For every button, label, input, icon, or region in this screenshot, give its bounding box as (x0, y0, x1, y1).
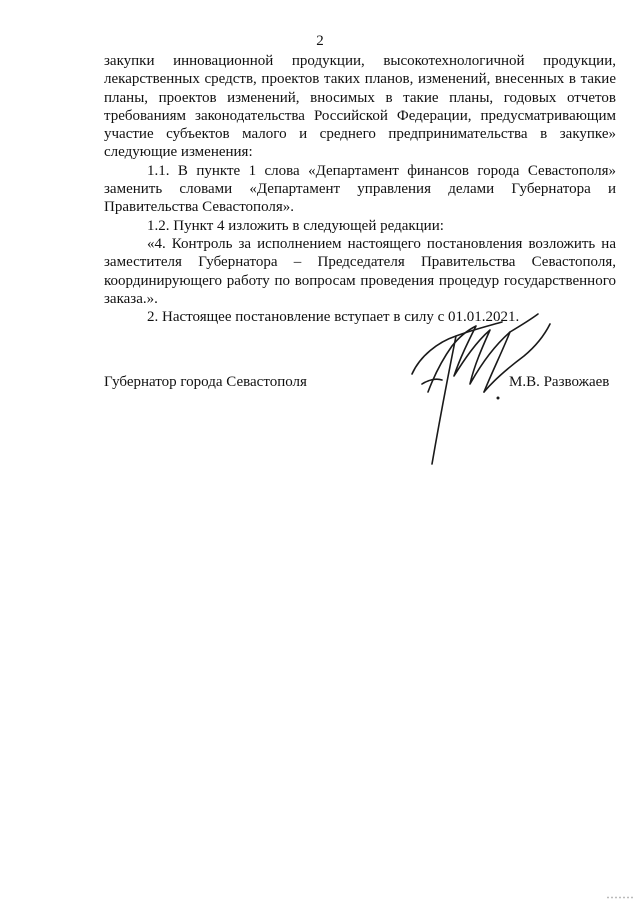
paragraph-item-4-new-wording: «4. Контроль за исполнением настоящего постановления возложить на заместителя Губернатора – Председателя Правительства Севастополя, координирующего работу по вопросам проведения процедур государственного заказа.». (104, 235, 616, 307)
signatory-name: М.В. Развожаев (509, 374, 610, 390)
paragraph-item-2-effective-date: 2. Настоящее постановление вступает в силу с 01.01.2021. (147, 309, 520, 326)
signatory-position: Губернатор города Севастополя (104, 374, 307, 390)
document-body (104, 52, 616, 326)
paragraph-intro-continuation: закупки инновационной продукции, высокотехнологичной продукции, лекарственных средств, проектов таких планов, изменений, внесенных в такие планы, проектов изменений, вносимых в такие планы, годовых отчетов требованиям законодательства Российской Федерации, предусматривающим участие субъектов малого и среднего предпринимательства в закупке» следующие изменения: (104, 53, 616, 161)
paragraph-item-1-2: 1.2. Пункт 4 изложить в следующей редакции: (147, 217, 444, 234)
scan-artifact (606, 896, 634, 899)
page-number: 2 (316, 33, 324, 49)
paragraph-item-1-1: 1.1. В пункте 1 слова «Департамент финансов города Севастополя» заменить словами «Департамент управления делами Губернатора и Правительства Севастополя». (104, 162, 616, 216)
